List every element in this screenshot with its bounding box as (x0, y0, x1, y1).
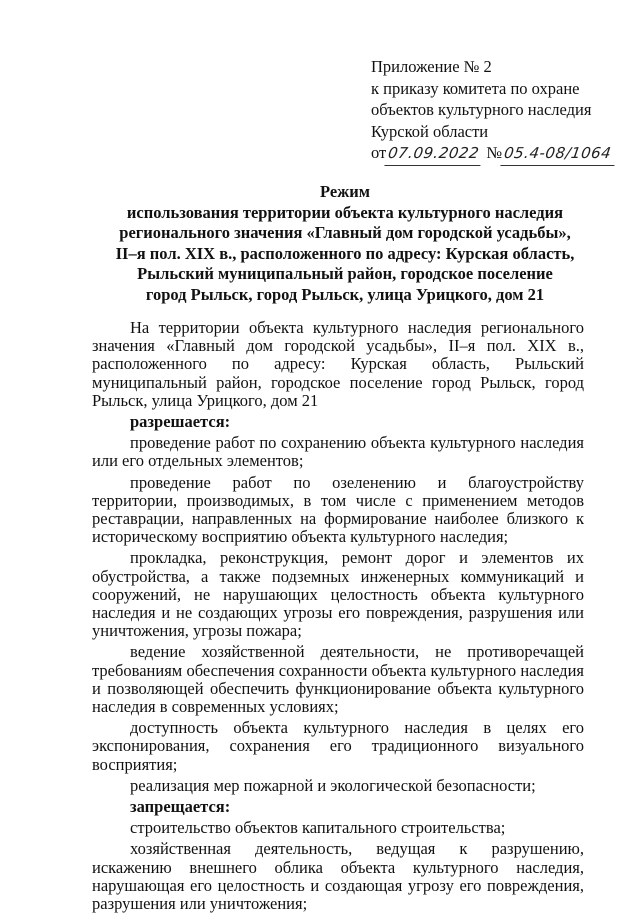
title-line: Рыльский муниципальный район, городское поселение (137, 264, 553, 284)
intro-paragraph: На территории объекта культурного наследия регионального значения «Главный дом городской усадьбы», II–я пол. XIX в., расположенного по адресу: Курская область, Рыльский муниципальный район, городское поселение город Рыльск, город Рыльск, улица Урицкого, дом 21 (92, 318, 584, 410)
appendix-header (371, 56, 631, 166)
appendix-committee: объектов культурного наследия (371, 100, 592, 120)
number-prefix: № (486, 143, 503, 163)
allowed-item: доступность объекта культурного наследия в целях его экспонирования, сохранения его традиционного визуального восприятия; (92, 718, 584, 774)
document-body (92, 319, 584, 916)
allowed-item: проведение работ по сохранению объекта культурного наследия или его отдельных элементов; (92, 433, 584, 471)
forbidden-heading: запрещается: (130, 797, 231, 817)
allowed-item: прокладка, реконструкция, ремонт дорог и элементов их обустройства, а также подземных инженерных коммуникаций и сооружений, не нарушающих целостность объекта культурного наследия и не создающих угрозы его повреждения, разрушения или уничтожения, угрозы пожара; (92, 548, 584, 641)
title-line: регионального значения «Главный дом городской усадьбы», (119, 223, 571, 243)
appendix-date-line (371, 142, 631, 166)
forbidden-item: строительство объектов капитального строительства; (130, 818, 506, 838)
appendix-region: Курской области (371, 121, 489, 141)
appendix-title: Приложение № 2 (371, 57, 492, 76)
handwritten-number: 05.4-08/1064 (501, 143, 618, 166)
document-title (60, 182, 630, 306)
title-line: Режим (320, 182, 370, 201)
handwritten-date: 07.09.2022 (385, 143, 484, 166)
forbidden-item: хозяйственная деятельность, ведущая к разрушению, искажению внешнего облика объекта культурного наследия, нарушающая его целостность и создающая угрозу его повреждения, разрушения или уничтожения; (92, 839, 584, 914)
allowed-heading: разрешается: (130, 412, 231, 432)
allowed-item: ведение хозяйственной деятельности, не противоречащей требованиям обеспечения сохранности объекта культурного наследия и позволяющей обеспечить функционирование объекта культурного наследия в современных условиях; (92, 642, 584, 717)
appendix-order-ref: к приказу комитета по охране (371, 78, 580, 98)
date-prefix: от (371, 143, 387, 163)
allowed-item: реализация мер пожарной и экологической безопасности; (130, 775, 536, 795)
allowed-item: проведение работ по озеленению и благоустройству территории, производимых, в том числе с применением методов реставрации, направленных на формирование наиболее близкого к историческому восприятию объекта культурного наследия; (92, 472, 584, 547)
title-line: город Рыльск, город Рыльск, улица Урицкого, дом 21 (145, 284, 545, 304)
title-line: II–я пол. XIX в., расположенного по адресу: Курская область, (115, 243, 575, 263)
title-line: использования территории объекта культурного наследия (126, 202, 564, 222)
